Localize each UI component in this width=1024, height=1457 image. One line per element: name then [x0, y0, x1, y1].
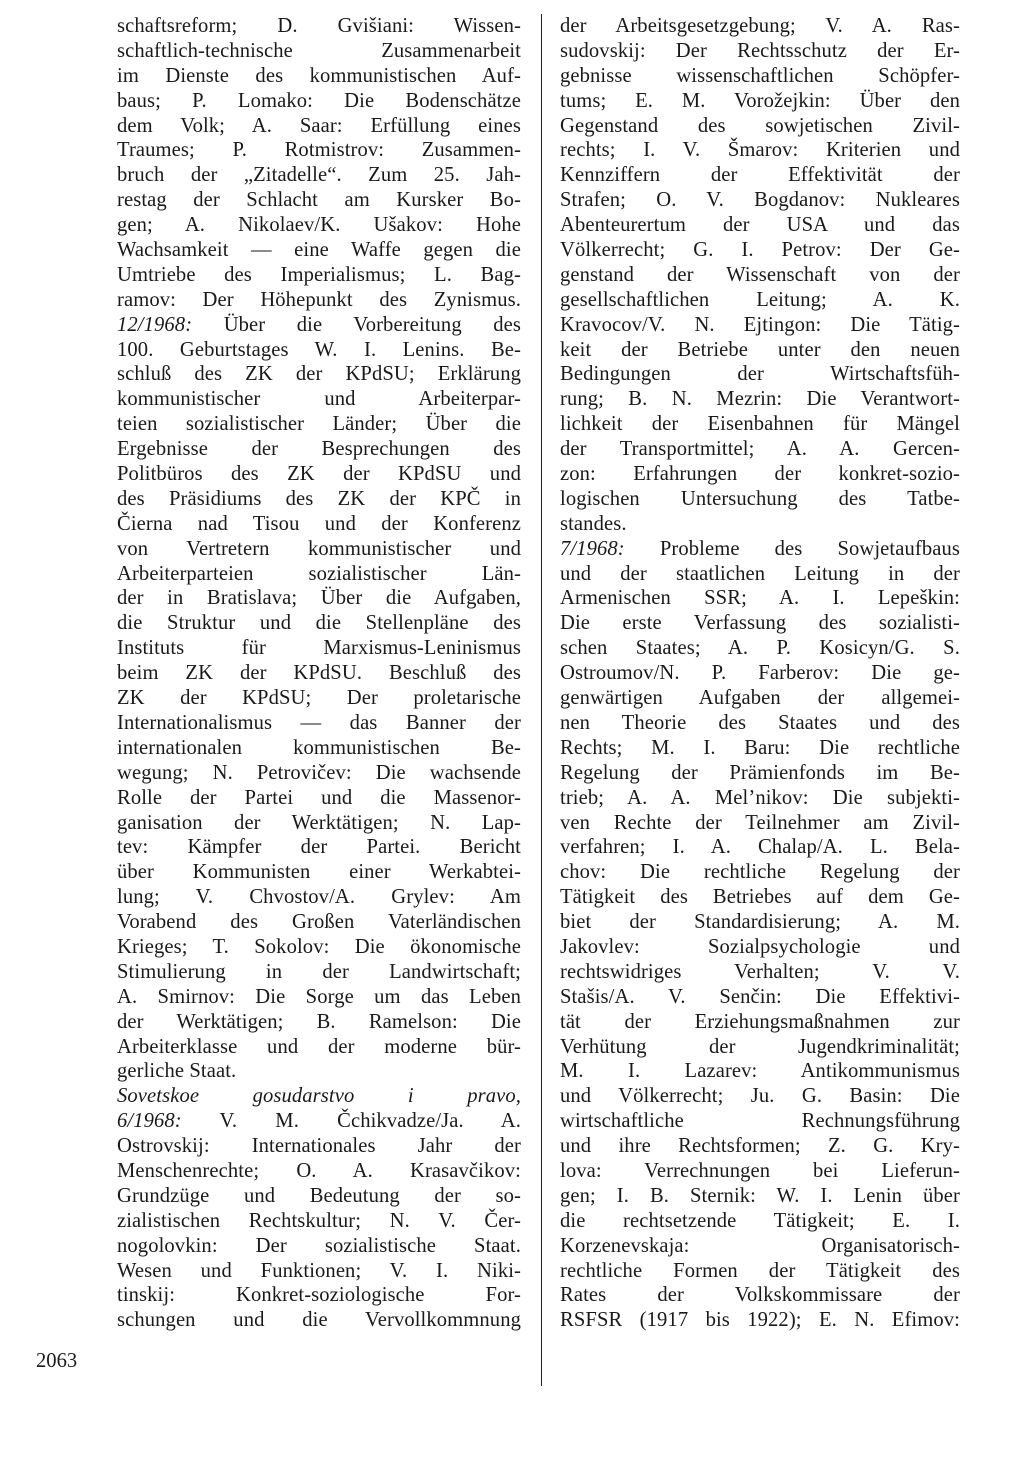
text-line: schaftlich-technische Zusammenarbeit	[117, 39, 521, 62]
column-divider	[541, 14, 542, 1386]
text-line: genwärtigen Aufgaben der allgemei-	[560, 687, 960, 710]
text-line: gerliche Staat.	[117, 1060, 237, 1083]
text-line: schungen und die Vervollkommnung	[117, 1309, 521, 1332]
text-line: rechtliche Formen der Tätigkeit des	[560, 1259, 960, 1282]
text-line: Tätigkeit des Betriebes auf dem Ge-	[560, 886, 960, 909]
text-line: Strafen; O. V. Bogdanov: Nukleares	[560, 189, 960, 212]
text-line: Stimulierung in der Landwirtschaft;	[117, 960, 521, 983]
text-line: gesellschaftlichen Leitung; A. K.	[560, 288, 960, 311]
text-line	[117, 1084, 521, 1109]
text-line: schluß des ZK der KPdSU; Erklärung	[117, 363, 521, 386]
text-line: M. I. Lazarev: Antikommunismus	[560, 1060, 960, 1083]
text-line: tev: Kämpfer der Partei. Bericht	[117, 836, 521, 859]
text-line: Rechts; M. I. Baru: Die rechtliche	[560, 736, 960, 759]
text-line: der Arbeitsgesetzgebung; V. A. Ras-	[560, 15, 960, 37]
text-line: Krieges; T. Sokolov: Die ökonomische	[117, 935, 521, 958]
text-line: gen; I. B. Sternik: W. I. Lenin über	[560, 1184, 960, 1207]
text-line: keit der Betriebe unter den neuen	[560, 338, 960, 361]
text-line: Korzenevskaja: Organisatorisch-	[560, 1234, 960, 1257]
text-line: tät der Erziehungsmaßnahmen zur	[560, 1010, 960, 1033]
text-line: trieb; A. A. Mel’nikov: Die subjekti-	[560, 786, 960, 809]
text-line: Gegenstand des sowjetischen Zivil-	[560, 114, 960, 137]
text-line: Völkerrecht; G. I. Petrov: Der Ge-	[560, 239, 960, 262]
text-line: von Vertretern kommunistischer und	[117, 537, 521, 560]
text-line: Politbüros des ZK der KPdSU und	[117, 463, 521, 486]
text-line: ramov: Der Höhepunkt des Zynismus.	[117, 288, 521, 311]
text-line: die rechtsetzende Tätigkeit; E. I.	[560, 1209, 960, 1232]
text-line: zialistischen Rechtskultur; N. V. Čer-	[117, 1209, 521, 1232]
text-line: gebnisse wissenschaftlichen Schöpfer-	[560, 64, 960, 87]
text-line: über Kommunisten einer Werkabtei-	[117, 861, 521, 884]
text-line: im Dienste des kommunistischen Auf-	[117, 64, 521, 87]
text-line: internationalen kommunistischen Be-	[117, 736, 521, 759]
text-line: der Werktätigen; B. Ramelson: Die	[117, 1010, 521, 1033]
text-line: Stašis/A. V. Senčin: Die Effektivi-	[560, 985, 960, 1008]
text-line: Grundzüge und Bedeutung der so-	[117, 1184, 521, 1207]
text-line: Kravocov/V. N. Ejtingon: Die Tätig-	[560, 313, 960, 336]
text-line: lova: Verrechnungen bei Lieferun-	[560, 1159, 960, 1182]
text-line: zon: Erfahrungen der konkret-sozio-	[560, 463, 960, 486]
text-line: Wesen und Funktionen; V. I. Niki-	[117, 1259, 521, 1282]
text-line: des Präsidiums des ZK der KPČ in	[117, 487, 521, 510]
italic-citation: 7/1968:	[560, 537, 625, 560]
text-line: tums; E. M. Vorožejkin: Über den	[560, 89, 960, 112]
text-line: Ostroumov/N. P. Farberov: Die ge-	[560, 662, 960, 685]
text-line: bruch der „Zitadelle“. Zum 25. Jah-	[117, 164, 521, 187]
text-line: Ostrovskij: Internationales Jahr der	[117, 1135, 521, 1158]
text-line: schaftsreform; D. Gvišiani: Wissen-	[117, 15, 521, 37]
text-line: Die erste Verfassung des sozialisti-	[560, 612, 960, 635]
page-number: 2063	[36, 1350, 78, 1372]
text-line: 6/1968: V. M. Čchikvadze/Ja. A.	[117, 1110, 521, 1133]
text-line: schen Staates; A. P. Kosicyn/G. S.	[560, 637, 960, 660]
text-line: lichkeit der Eisenbahnen für Mängel	[560, 413, 960, 436]
text-line: baus; P. Lomako: Die Bodenschätze	[117, 89, 521, 112]
right-text-column	[560, 14, 960, 1333]
text-line: Internationalismus — das Banner der	[117, 711, 521, 734]
text-line: 100. Geburtstages W. I. Lenins. Be-	[117, 338, 521, 361]
text-line: A. Smirnov: Die Sorge um das Leben	[117, 985, 521, 1008]
text-line: Umtriebe des Imperialismus; L. Bag-	[117, 263, 521, 286]
text-line: rechtswidriges Verhalten; V. V.	[560, 960, 960, 983]
text-line: rung; B. N. Mezrin: Die Verantwort-	[560, 388, 960, 411]
text-line: und Völkerrecht; Ju. G. Basin: Die	[560, 1085, 960, 1108]
text-line: Instituts für Marxismus-Leninismus	[117, 637, 521, 660]
text-line: Jakovlev: Sozialpsychologie und	[560, 935, 960, 958]
text-line: Vorabend des Großen Vaterländischen	[117, 911, 521, 934]
text-line: Verhütung der Jugendkriminalität;	[560, 1035, 960, 1058]
text-line: standes.	[560, 512, 627, 535]
text-line: Kennziffern der Effektivität der	[560, 164, 960, 187]
text-line: ven Rechte der Teilnehmer am Zivil-	[560, 811, 960, 834]
text-line: teien sozialistischer Länder; Über die	[117, 413, 521, 436]
text-line: Wachsamkeit — eine Waffe gegen die	[117, 239, 521, 262]
text-line: genstand der Wissenschaft von der	[560, 263, 960, 286]
text-line: die Struktur und die Stellenpläne des	[117, 612, 521, 635]
text-line: Abenteurertum der USA und das	[560, 214, 960, 237]
text-line: dem Volk; A. Saar: Erfüllung eines	[117, 114, 521, 137]
text-line: ganisation der Werktätigen; N. Lap-	[117, 811, 521, 834]
text-line: der Transportmittel; A. A. Gercen-	[560, 438, 960, 461]
text-line: verfahren; I. A. Chalap/A. L. Bela-	[560, 836, 960, 859]
left-text-column	[117, 14, 521, 1333]
text-line: rechts; I. V. Šmarov: Kriterien und	[560, 139, 960, 162]
italic-citation: 12/1968:	[117, 313, 193, 336]
text-line: Traumes; P. Rotmistrov: Zusammen-	[117, 139, 521, 162]
text-line: tinskij: Konkret-soziologische For-	[117, 1284, 521, 1307]
italic-citation: 6/1968:	[117, 1110, 182, 1133]
text-line: 12/1968: Über die Vorbereitung des	[117, 313, 521, 336]
text-line: Čierna nad Tisou und der Konferenz	[117, 512, 521, 535]
text-line: nen Theorie des Staates und des	[560, 711, 960, 734]
text-line: und der staatlichen Leitung in der	[560, 562, 960, 585]
text-line: Ergebnisse der Besprechungen des	[117, 438, 521, 461]
text-line: wegung; N. Petrovičev: Die wachsende	[117, 761, 521, 784]
italic-citation: Sovetskoe gosudarstvo i pravo,	[117, 1085, 521, 1108]
text-line: und ihre Rechtsformen; Z. G. Kry-	[560, 1135, 960, 1158]
text-line: 7/1968: Probleme des Sowjetaufbaus	[560, 537, 960, 560]
text-line: kommunistischer und Arbeiterpar-	[117, 388, 521, 411]
text-line: gen; A. Nikolaev/K. Ušakov: Hohe	[117, 214, 521, 237]
text-line: ZK der KPdSU; Der proletarische	[117, 687, 521, 710]
text-line: lung; V. Chvostov/A. Grylev: Am	[117, 886, 521, 909]
text-line: RSFSR (1917 bis 1922); E. N. Efimov:	[560, 1309, 960, 1332]
text-line: sudovskij: Der Rechtsschutz der Er-	[560, 39, 960, 62]
text-line: Bedingungen der Wirtschaftsfüh-	[560, 363, 960, 386]
text-line: Rolle der Partei und die Massenor-	[117, 786, 521, 809]
text-line: logischen Untersuchung des Tatbe-	[560, 487, 960, 510]
text-line: restag der Schlacht am Kursker Bo-	[117, 189, 521, 212]
text-line: biet der Standardisierung; A. M.	[560, 911, 960, 934]
text-line: chov: Die rechtliche Regelung der	[560, 861, 960, 884]
text-line: wirtschaftliche Rechnungsführung	[560, 1110, 960, 1133]
text-line: der in Bratislava; Über die Aufgaben,	[117, 587, 521, 610]
text-line: nogolovkin: Der sozialistische Staat.	[117, 1234, 521, 1257]
text-line: Regelung der Prämienfonds im Be-	[560, 761, 960, 784]
text-line: Arbeiterparteien sozialistischer Län-	[117, 562, 521, 585]
text-line: beim ZK der KPdSU. Beschluß des	[117, 662, 521, 685]
text-line: Rates der Volkskommissare der	[560, 1284, 960, 1307]
text-line: Armenischen SSR; A. I. Lepeškin:	[560, 587, 960, 610]
text-line: Arbeiterklasse und der moderne bür-	[117, 1035, 521, 1058]
text-line: Menschenrechte; O. A. Krasavčikov:	[117, 1159, 521, 1182]
